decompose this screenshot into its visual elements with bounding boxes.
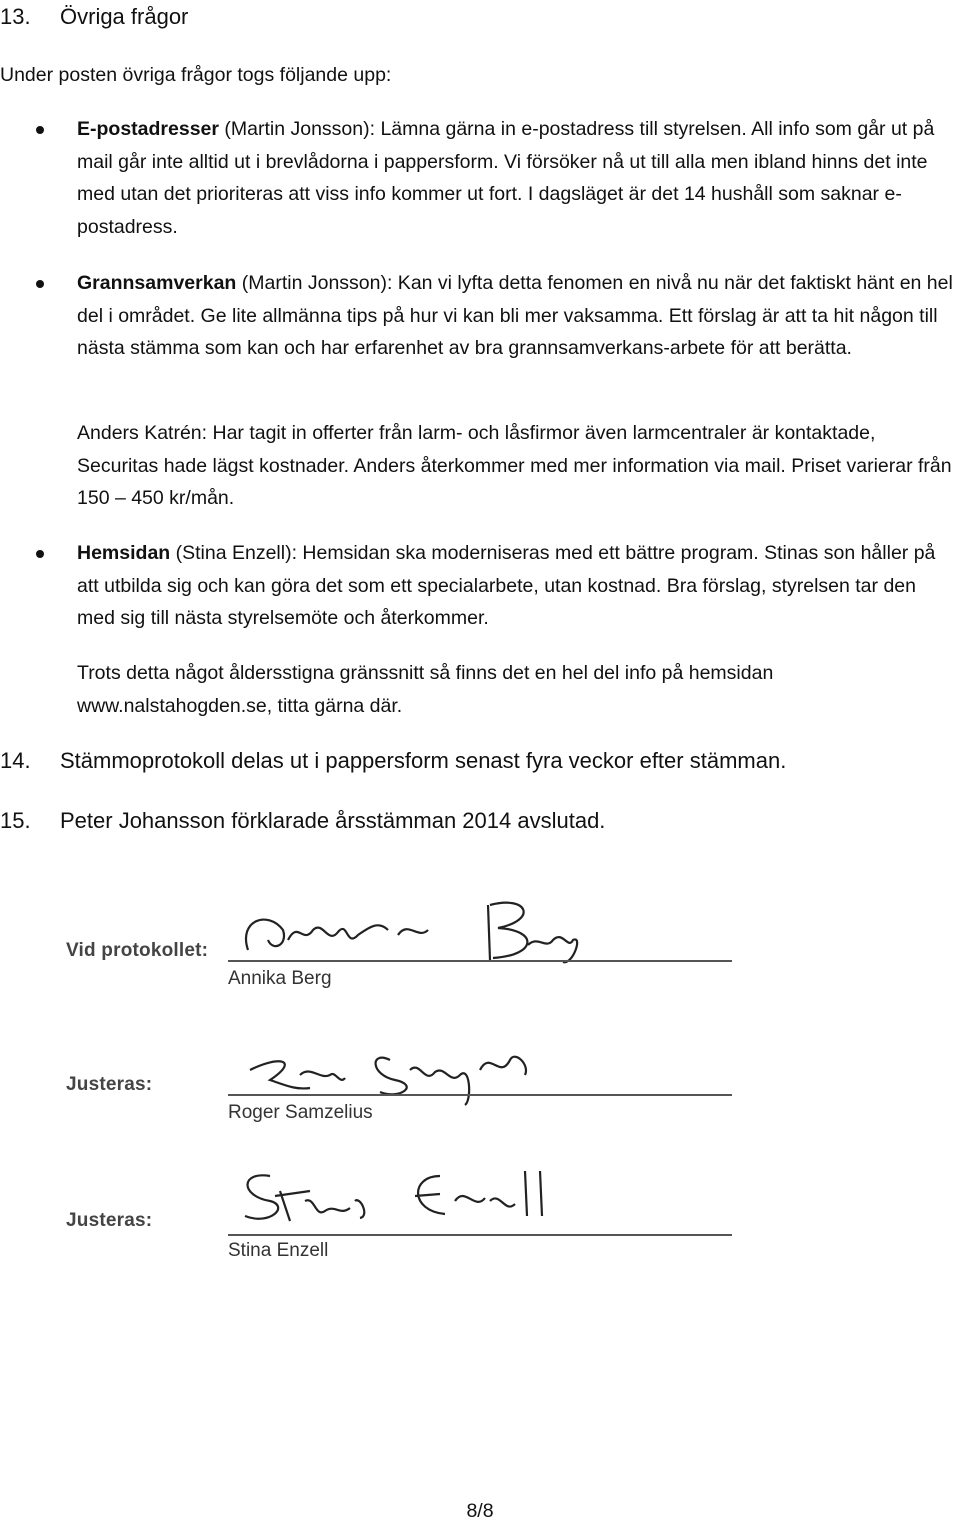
grannsamverkan-followup: Anders Katrén: Har tagit in offerter från larm- och låsfirmor även larmcentraler är kontaktade, Securitas hade lägst kostnader. Anders återkommer med mer information via mail. Priset varierar från 150 – 450 kr/mån. bbox=[77, 422, 952, 509]
section-number: 14. bbox=[0, 748, 31, 773]
list-item-grannsamverkan bbox=[77, 267, 957, 365]
section-number: 13. bbox=[0, 4, 31, 29]
item-text: (Stina Enzell): Hemsidan ska moderniseras med ett bättre program. Stinas son håller på att utbilda sig och kan göra det som ett specialarbete, utan kostnad. Bra förslag, styrelsen tar den med sig till nästa styrelsemöte och återkommer. bbox=[77, 542, 936, 629]
handwritten-signature-roger-samzelius bbox=[240, 1030, 600, 1110]
bullet-icon bbox=[36, 550, 44, 558]
item-label: E-postadresser bbox=[77, 118, 219, 140]
section-intro: Under posten övriga frågor togs följande upp: bbox=[0, 64, 392, 86]
item-label: Grannsamverkan bbox=[77, 272, 237, 294]
signature-label: Justeras: bbox=[66, 1074, 153, 1095]
bullet-icon bbox=[36, 280, 44, 288]
signature-line bbox=[228, 1094, 732, 1096]
item-text: (Martin Jonsson): Lämna gärna in e-postadress till styrelsen. All info som går ut på mail går inte alltid ut i brevlådorna i pappersform. Vi försöker nå ut till alla men ibland hinns det inte med utan det prioriteras att viss info kommer ut fort. I dagsläget är det 14 hushåll som saknar e-postadress. bbox=[77, 118, 935, 238]
signature-label: Vid protokollet: bbox=[66, 940, 209, 961]
handwritten-signature-annika-berg bbox=[228, 890, 628, 970]
signature-block bbox=[60, 880, 760, 1280]
signature-line bbox=[228, 1234, 732, 1236]
signature-label: Justeras: bbox=[66, 1210, 153, 1231]
item-text: (Martin Jonsson): Kan vi lyfta detta fenomen en nivå nu när det faktiskt hänt en hel del i området. Ge lite allmänna tips på hur vi kan bli mer vaksamma. Ett förslag är att ta hit någon till nästa stämma som kan och har erfarenhet av bra grannsamverkans-arbete för att berätta. bbox=[77, 272, 953, 359]
item-label: Hemsidan bbox=[77, 542, 171, 564]
list-item-hemsidan bbox=[77, 537, 957, 635]
signer-name: Stina Enzell bbox=[228, 1240, 329, 1261]
hemsidan-followup: Trots detta något åldersstigna gränssnitt så finns det en hel del info på hemsidan www.nalstahogden.se, titta gärna där. bbox=[77, 662, 774, 717]
signer-name: Roger Samzelius bbox=[228, 1102, 373, 1123]
page-number: 8/8 bbox=[466, 1500, 494, 1522]
list-item-e-postadresser bbox=[77, 113, 957, 243]
signature-line bbox=[228, 960, 732, 962]
signer-name: Annika Berg bbox=[228, 968, 332, 989]
section-number: 15. bbox=[0, 808, 31, 833]
section-text: Stämmoprotokoll delas ut i pappersform senast fyra veckor efter stämman. bbox=[60, 748, 787, 773]
section-title: Övriga frågor bbox=[60, 4, 189, 29]
bullet-icon bbox=[36, 126, 44, 134]
section-text: Peter Johansson förklarade årsstämman 2014 avslutad. bbox=[60, 808, 606, 833]
handwritten-signature-stina-enzell bbox=[230, 1156, 610, 1236]
